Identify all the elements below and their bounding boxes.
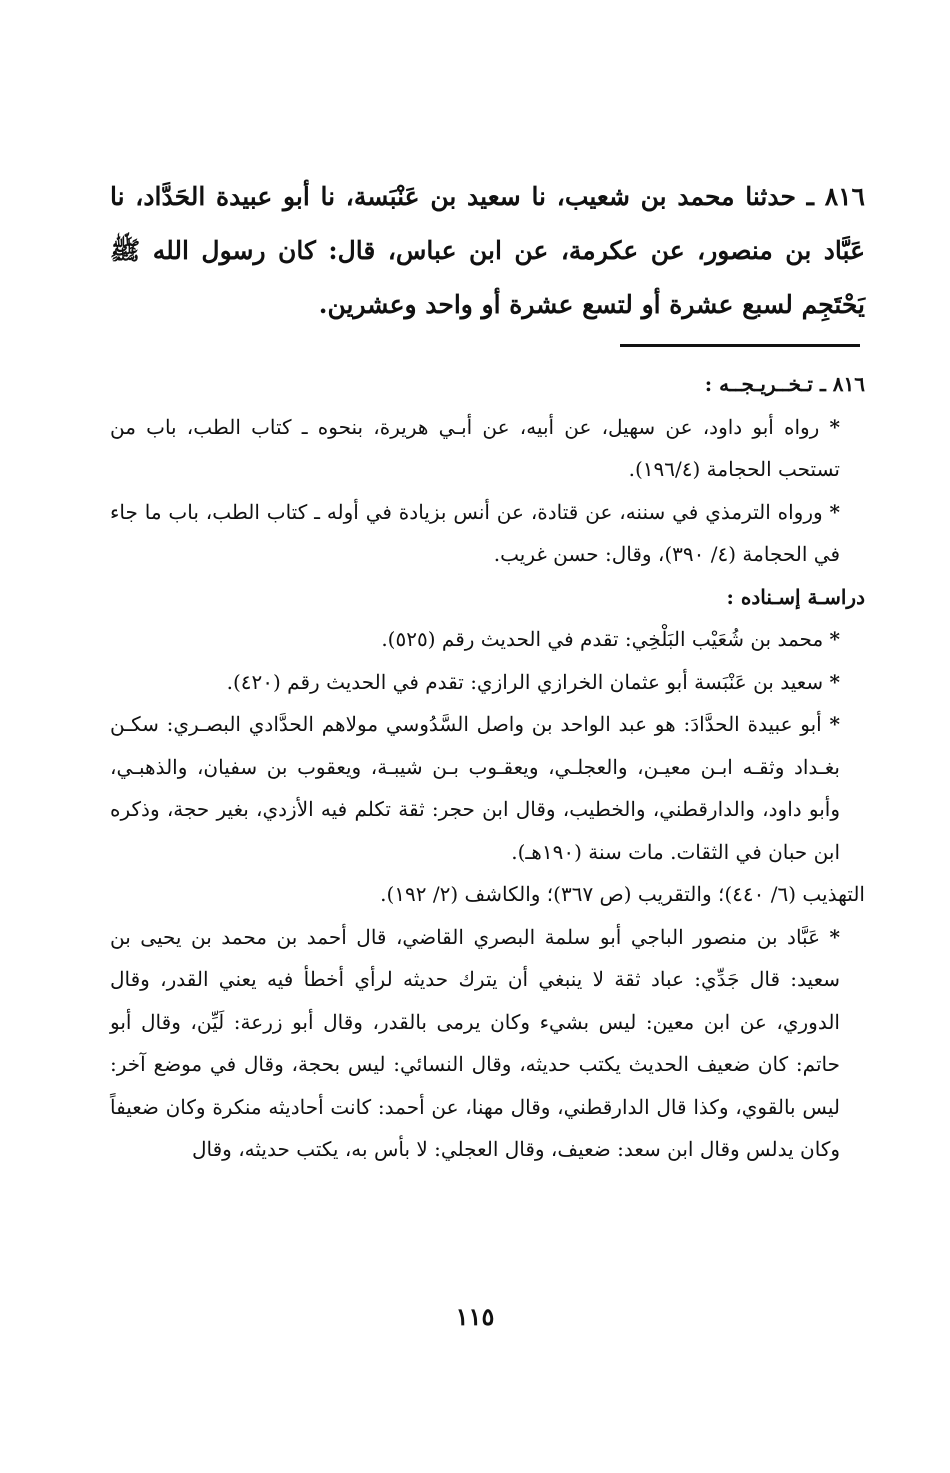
takhrij-item-text: ورواه الترمذي في سننه، عن قتادة، عن أنس بزيادة في أوله ـ كتاب الطب، باب ما جاء في الحجامة (٤/ ٣٩٠)، وقال: حسن غريب. — [110, 499, 840, 566]
hadith-text-block — [110, 170, 865, 332]
narrator-item-text: أبو عبيدة الحدَّادَ: هو عبد الواحد بن واصل السَّدُوسي مولاهم الحدَّادي البصـري: سكـن بغـداد وثقـه ابـن معيـن، والعجلـي، ويعقـوب بـن شيبـة، ويعقوب بن سفيان، والذهبـي، وأبو داود، والدارقطني، والخطيب، وقال ابن حجر: ثقة تكلم فيه الأزدي، بغير حجة، وذكره ابن حبان في الثقات. مات سنة (١٩٠هـ). — [110, 712, 840, 864]
bullet-mark: * — [829, 627, 840, 651]
narrator-item-text: سعيد بن عَنْبَسة أبو عثمان الخرازي الرازي: تقدم في الحديث رقم (٤٢٠). — [226, 669, 824, 694]
takhrij-item — [110, 406, 865, 491]
narrator-item-text: محمد بن شُعَيْب البَلْخِي: تقدم في الحديث رقم (٥٢٥). — [381, 627, 824, 651]
hadith-body: حدثنا محمد بن شعيب، نا سعيد بن عَنْبَسة، نا أبو عبيدة الحَدَّاد، نا عَبَّاد بن منصور، عن عكرمة، عن ابن عباس، قال: كان رسول الله ﷺ يَحْتَجِم لسبع عشرة أو لتسع عشرة أو واحد وعشرين. — [110, 182, 865, 319]
hadith-number: ٨١٦ ـ — [806, 182, 865, 211]
narrator-item — [110, 618, 865, 661]
takhrij-heading: ٨١٦ ـ تـخــريـجــه : — [704, 372, 865, 396]
bullet-mark: * — [829, 414, 840, 439]
references-line: التهذيب (٦/ ٤٤٠)؛ والتقريب (ص ٣٦٧)؛ والكاشف (٢/ ١٩٢). — [380, 882, 865, 906]
page-number: ١١٥ — [455, 1302, 495, 1331]
dirasa-heading: دراسـة إسـناده : — [726, 584, 865, 609]
narrator-item — [110, 703, 865, 873]
narrator-item — [110, 661, 865, 704]
bullet-mark: * — [829, 499, 841, 524]
bullet-mark: * — [829, 924, 840, 949]
narrator-item — [110, 916, 865, 1171]
narrator-item-text: عَبَّاد بن منصور الباجي أبو سلمة البصري القاضي، قال أحمد بن محمد بن يحيى بن سعيد: قال جَدِّي: عباد ثقة لا ينبغي أن يترك حديثه لرأي أخطأ فيه يعني القدر، وقال الدوري، عن ابن معين: ليس بشيء وكان يرمى بالقدر، وقال أبو زرعة: لَيِّن، وقال أبو حاتم: كان ضعيف الحديث يكتب حديثه، وقال النسائي: ليس بحجة، وقال في موضع آخر: ليس بالقوي، وكذا قال الدارقطني، وقال مهنا، عن أحمد: كانت أحاديثه منكرة وكان ضعيفاً وكان يدلس وقال ابن سعد: ضعيف، وقال العجلي: لا بأس به، يكتب حديثه، وقال — [110, 924, 840, 1161]
takhrij-item — [110, 491, 865, 576]
footnote-separator — [620, 344, 860, 347]
footnotes-block — [110, 363, 865, 1171]
bullet-mark: * — [829, 669, 840, 694]
takhrij-item-text: رواه أبو داود، عن سهيل، عن أبيه، عن أبـي هريرة، بنحوه ـ كتاب الطب، باب من تستحب الحجامة (١٩٦/٤). — [110, 414, 840, 481]
bullet-mark: * — [829, 712, 841, 736]
